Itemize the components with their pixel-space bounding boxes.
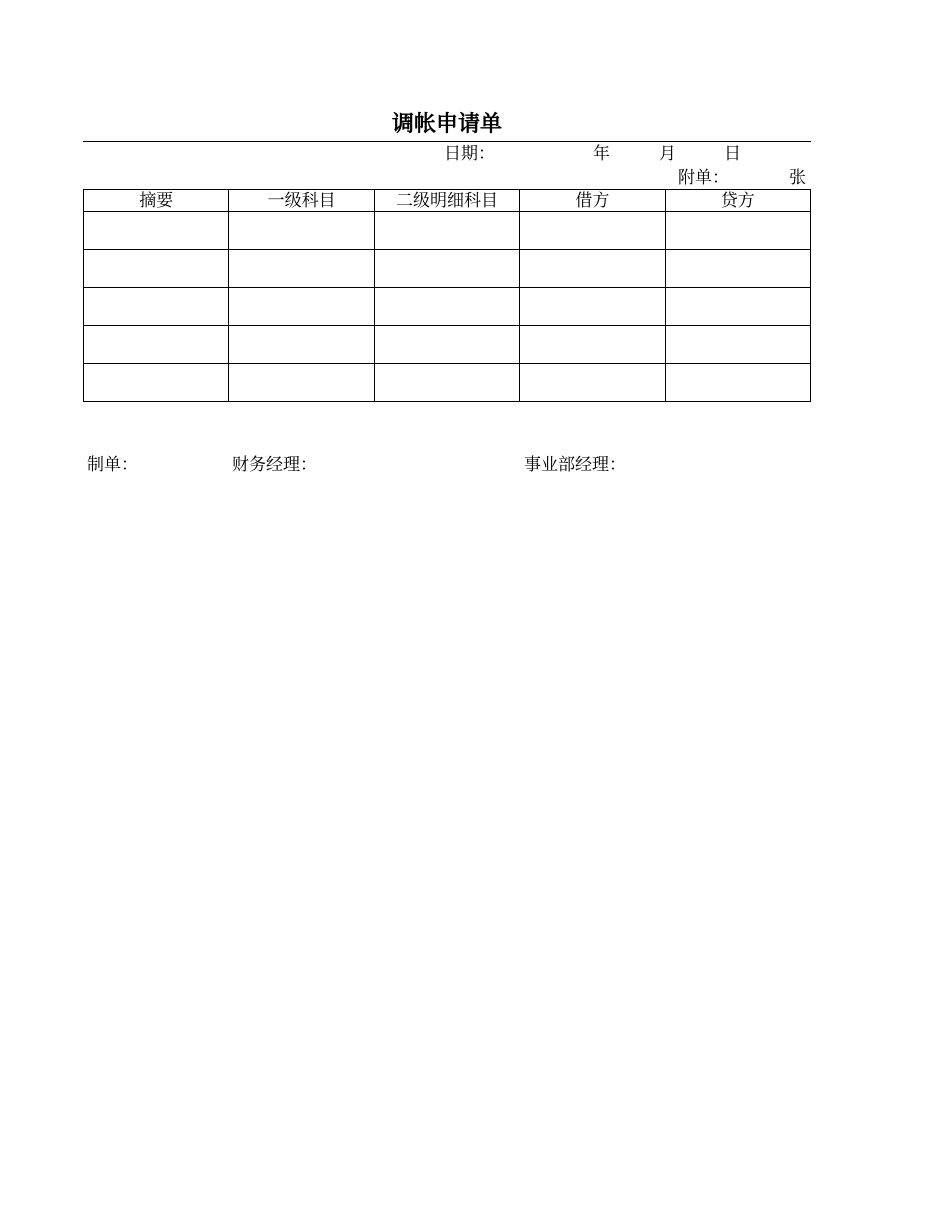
table-row (84, 288, 811, 326)
table-cell (520, 364, 665, 402)
attachment-label: 附单： (678, 168, 729, 188)
header-summary: 摘要 (84, 190, 229, 212)
table-header-row (84, 190, 811, 212)
finance-manager-label: 财务经理： (232, 455, 317, 475)
table-cell (374, 288, 519, 326)
table-cell (520, 250, 665, 288)
table-cell (84, 288, 229, 326)
table-cell (665, 250, 810, 288)
table-cell (520, 326, 665, 364)
date-label: 日期： (444, 144, 495, 164)
table-cell (665, 288, 810, 326)
adjustment-table (83, 189, 811, 402)
header-credit: 贷方 (665, 190, 810, 212)
table-cell (84, 250, 229, 288)
table-row (84, 212, 811, 250)
title-underline (83, 141, 811, 142)
table-cell (374, 326, 519, 364)
table-cell (84, 364, 229, 402)
table-cell (229, 326, 374, 364)
table-cell (84, 212, 229, 250)
month-label: 月 (659, 144, 676, 164)
table-cell (665, 326, 810, 364)
header-primary-account: 一级科目 (229, 190, 374, 212)
table-row (84, 364, 811, 402)
table-row (84, 250, 811, 288)
preparer-label: 制单： (87, 455, 138, 475)
table-cell (520, 212, 665, 250)
table-cell (374, 250, 519, 288)
table-cell (665, 212, 810, 250)
day-label: 日 (724, 144, 741, 164)
table-cell (374, 212, 519, 250)
table-cell (665, 364, 810, 402)
header-debit: 借方 (520, 190, 665, 212)
header-secondary-account: 二级明细科目 (374, 190, 519, 212)
table-cell (229, 364, 374, 402)
attachment-unit: 张 (789, 168, 806, 188)
table-cell (84, 326, 229, 364)
form-title: 调帐申请单 (391, 112, 502, 137)
division-manager-label: 事业部经理： (524, 455, 626, 475)
table-cell (229, 250, 374, 288)
table-row (84, 326, 811, 364)
table-cell (229, 212, 374, 250)
table-cell (229, 288, 374, 326)
year-label: 年 (593, 144, 610, 164)
table-cell (520, 288, 665, 326)
table-cell (374, 364, 519, 402)
